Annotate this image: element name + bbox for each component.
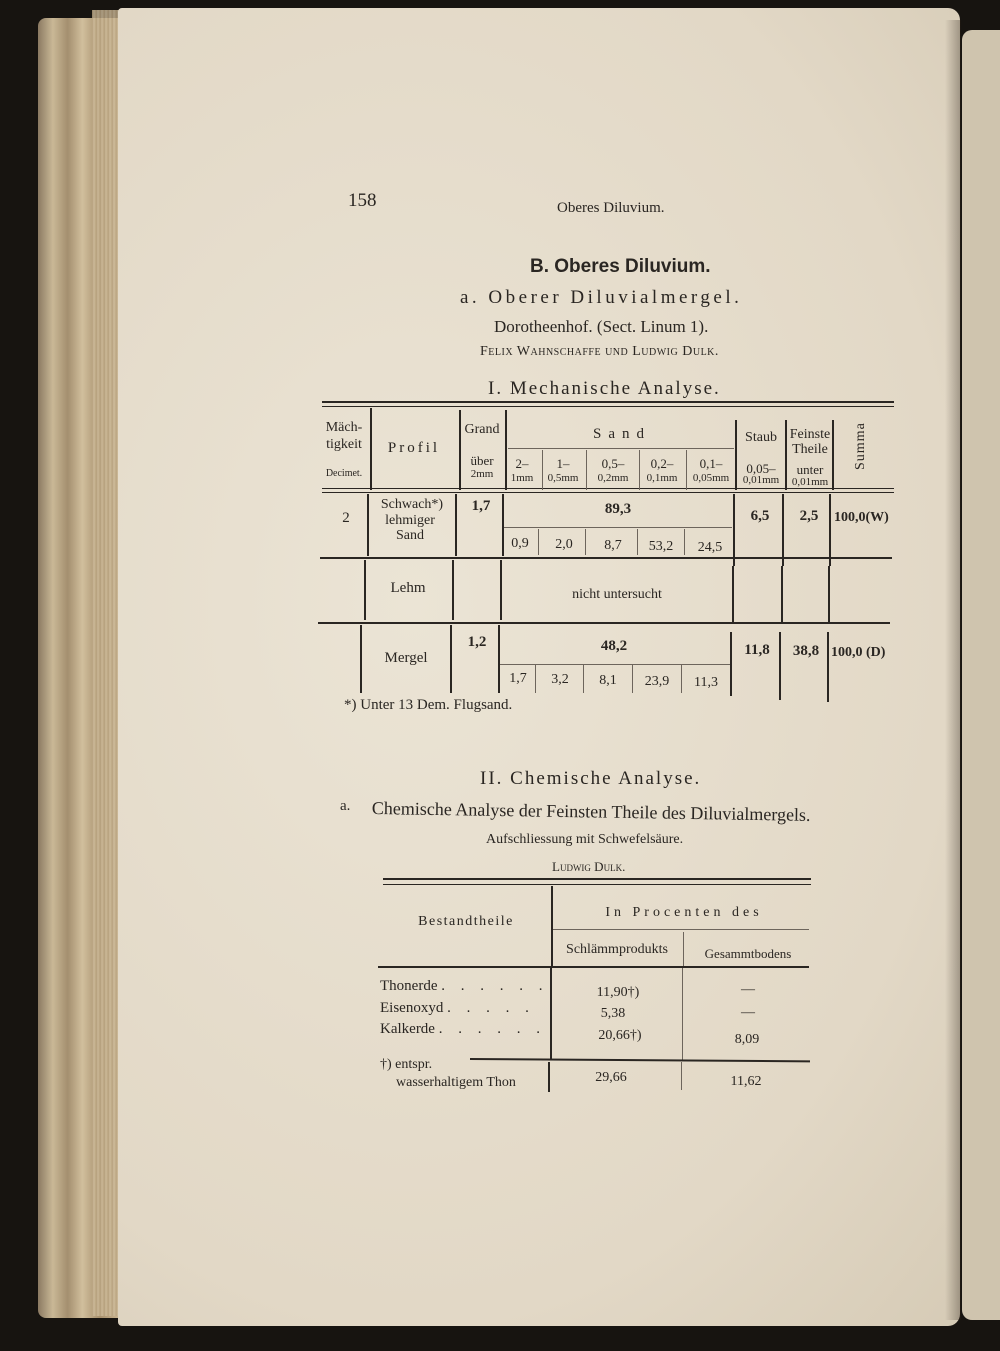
sand-col-1b: 1mm: [510, 472, 534, 484]
header-decimet: Decimet.: [325, 468, 363, 479]
thonerde-schlamm: 11,90†): [596, 985, 640, 1000]
table2-method: Aufschliessung mit Schwefelsäure.: [486, 832, 684, 847]
table2-header-bottom: [378, 966, 809, 968]
header-staub-range-2: 0,01mm: [742, 474, 780, 486]
row2-rule: [781, 566, 783, 622]
row3-rule: [827, 632, 829, 702]
sand-col-3b: 0,2mm: [597, 472, 629, 484]
row1-rule: [782, 494, 784, 566]
header-sand: Sand: [593, 426, 651, 442]
row1-profil-1: Schwach*): [380, 497, 444, 512]
page: [118, 8, 960, 1326]
header-in-procenten: In Procenten des: [605, 905, 763, 920]
col-rule: [785, 420, 787, 490]
row1-sand-3: 8,7: [604, 538, 622, 553]
table2-rule: [681, 1062, 682, 1090]
row3-summa: 100,0 (D): [831, 645, 886, 660]
row-name: Kalkerde: [380, 1021, 435, 1037]
header-grand-ueber: über: [470, 453, 494, 468]
row-dots: . . . . . .: [441, 978, 549, 994]
row1-feinste: 2,5: [799, 508, 819, 524]
header-maechtigkeit-2: tigkeit: [326, 437, 362, 452]
col-rule: [832, 420, 834, 490]
row1-sand-total: 89,3: [604, 501, 632, 517]
row-dots: . . . . .: [447, 1000, 535, 1016]
row1-sand-4: 53,2: [648, 539, 674, 554]
gutter-shadow: [945, 20, 961, 1320]
table2-top-rule-thin: [383, 884, 811, 885]
row-dots: . . . . . .: [438, 1021, 546, 1037]
row1-rule: [367, 494, 369, 556]
row3-rule: [583, 665, 584, 693]
authors: Felix Wahnschaffe und Ludwig Dulk.: [480, 344, 719, 359]
eisenoxyd-schlamm: 5,38: [600, 1006, 626, 1021]
eisenoxyd-gesammt: —: [741, 1005, 755, 1020]
row1-sand-1: 0,9: [511, 536, 529, 551]
col-rule: [735, 420, 737, 490]
row1-staub: 6,5: [750, 508, 770, 524]
row3-rule: [730, 632, 732, 696]
row3-staub: 11,8: [744, 642, 770, 658]
table2-subtitle: Chemische Analyse der Feinsten Theile des Diluvialmergels.: [371, 798, 811, 825]
row1-rule: [502, 494, 504, 556]
row1-bottom-rule: [320, 557, 892, 559]
row1-depth: 2: [342, 510, 350, 526]
row1-profil-2: lehmiger: [385, 513, 435, 528]
kalkerde-gesammt: 8,09: [734, 1032, 760, 1047]
table2-author: Ludwig Dulk.: [552, 859, 626, 874]
header-bestandtheile: Bestandtheile: [418, 914, 514, 929]
table1-footnote: *) Unter 13 Dem. Flugsand.: [344, 697, 513, 713]
row-name: Eisenoxyd: [380, 1000, 444, 1016]
row1-profil-3: Sand: [396, 528, 424, 543]
header-grand: Grand: [464, 422, 500, 437]
row1-rule: [455, 494, 457, 556]
row1-rule: [637, 529, 638, 555]
table2-rule: [682, 968, 683, 1060]
header-maechtigkeit: Mäch-: [325, 420, 363, 435]
row-thonerde: [380, 978, 548, 995]
header-staub: Staub: [745, 430, 777, 445]
sand-col-5b: 0,05mm: [692, 472, 730, 484]
row2-rule: [452, 560, 454, 620]
row2-rule: [828, 566, 830, 622]
row3-rule: [360, 625, 362, 693]
page-number: 158: [348, 190, 377, 211]
table2-title: II. Chemische Analyse.: [480, 768, 702, 789]
location: Dorotheenhof. (Sect. Linum 1).: [494, 317, 709, 336]
table2-rule: [683, 932, 684, 966]
section-title: B. Oberes Diluvium.: [530, 256, 711, 277]
row3-sand-3: 8,1: [599, 673, 617, 688]
table2-top-rule: [383, 878, 811, 880]
row2-note: nicht untersucht: [572, 587, 662, 602]
col-rule: [505, 410, 507, 490]
table2-footnote-2: wasserhaltigem Thon: [396, 1075, 516, 1090]
header-feinste-unter: unter: [796, 462, 824, 477]
row1-rule: [585, 529, 586, 555]
row2-bottom-rule: [318, 622, 890, 624]
sand-col-4b: 0,1mm: [646, 472, 678, 484]
sand-col-4: 0,2–: [650, 456, 674, 471]
row3-rule: [681, 665, 682, 693]
thonerde-gesammt: —: [741, 982, 755, 997]
col-rule: [370, 408, 372, 490]
header-profil: Profil: [387, 440, 441, 456]
row3-feinste: 38,8: [792, 643, 820, 659]
row1-rule: [733, 494, 735, 566]
kalkerde-schlamm: 20,66†): [598, 1028, 642, 1043]
row2-rule: [364, 560, 366, 620]
row1-grand: 1,7: [471, 498, 491, 514]
sum-schlamm: 29,66: [595, 1070, 627, 1085]
row-kalkerde: [380, 1021, 546, 1038]
row1-summa: 100,0(W): [834, 510, 889, 525]
row-name: Thonerde: [380, 978, 438, 994]
table2-rule: [548, 1062, 550, 1092]
table2-rule: [551, 886, 553, 966]
sand-col-5: 0,1–: [699, 456, 723, 471]
row3-rule: [450, 625, 452, 693]
row3-sand-total: 48,2: [600, 638, 628, 654]
header-schlamm: Schlämmprodukts: [566, 942, 668, 957]
row-eisenoxyd: [380, 1000, 535, 1017]
table2-footnote-1: †) entspr.: [380, 1057, 433, 1072]
header-grand-mm: 2mm: [470, 468, 494, 480]
table1-top-rule: [322, 401, 894, 403]
row3-sand-4: 23,9: [644, 674, 670, 689]
sand-col-1: 2–: [515, 456, 529, 471]
header-staub-range: 0,05–: [746, 461, 776, 476]
row2-rule: [732, 566, 734, 622]
subsection-title: a. Oberer Diluvialmergel.: [460, 287, 743, 308]
col-rule: [639, 450, 640, 490]
row1-rule: [829, 494, 831, 566]
row3-grand: 1,2: [467, 634, 487, 650]
row2-profil: Lehm: [390, 580, 426, 596]
row3-sand-1: 1,7: [509, 671, 527, 686]
header-feinste: Feinste: [789, 427, 831, 442]
header-bottom-rule: [322, 488, 894, 489]
row3-sand-2: 3,2: [551, 672, 569, 687]
row3-profil: Mergel: [384, 650, 428, 666]
sand-col-2b: 0,5mm: [547, 472, 579, 484]
col-rule: [459, 410, 461, 490]
header-feinste-mm: 0,01mm: [791, 476, 829, 488]
sand-subheader-rule: [508, 448, 734, 449]
running-head: Oberes Diluvium.: [557, 200, 665, 216]
facing-page: [962, 30, 1000, 1320]
row1-rule: [538, 529, 539, 555]
table2-subtitle-a: a.: [340, 798, 351, 814]
header-gesammt: Gesammtbodens: [704, 946, 792, 961]
header-bottom-rule-2: [322, 492, 894, 493]
col-rule: [586, 450, 587, 490]
sum-gesammt: 11,62: [730, 1074, 762, 1089]
row1-sand-5: 24,5: [697, 540, 723, 555]
table1-title: I. Mechanische Analyse.: [488, 378, 721, 399]
sand-col-2: 1–: [556, 456, 570, 471]
row3-rule: [498, 625, 500, 693]
row3-rule: [632, 665, 633, 693]
row3-rule: [535, 665, 536, 693]
row1-sand-rule: [502, 527, 732, 528]
col-rule: [686, 450, 687, 490]
header-feinste-2: Theile: [792, 442, 828, 457]
table2-sub-rule: [553, 929, 809, 930]
row1-sand-2: 2,0: [555, 537, 573, 552]
sand-col-3: 0,5–: [601, 456, 625, 471]
table1-top-rule-thin: [322, 406, 894, 407]
col-rule: [542, 450, 543, 490]
row2-rule: [500, 560, 502, 620]
row3-rule: [779, 632, 781, 700]
table2-rule: [550, 968, 552, 1060]
row3-sand-5: 11,3: [694, 675, 718, 690]
header-summa: Summa: [853, 422, 868, 470]
row1-rule: [684, 529, 685, 555]
